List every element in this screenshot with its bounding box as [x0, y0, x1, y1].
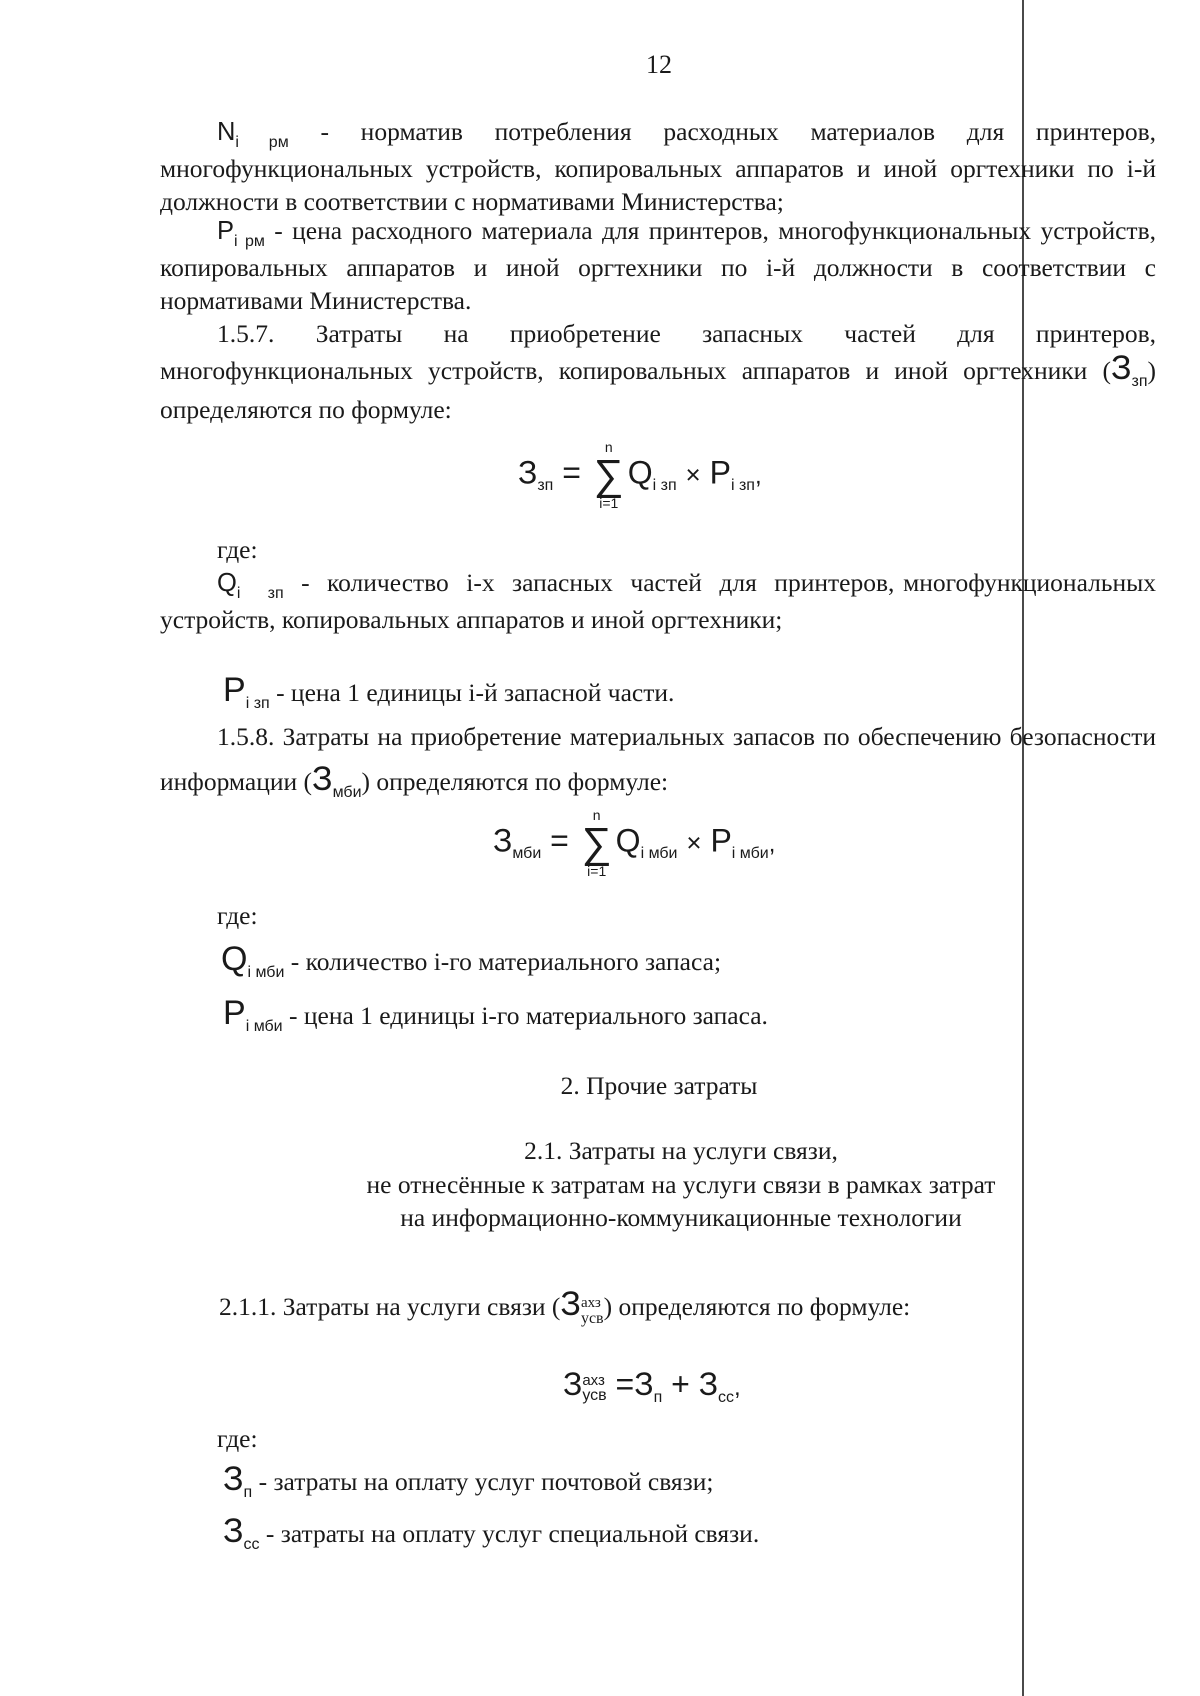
- formula-lhs-superscript: ахз: [582, 1372, 605, 1390]
- symbol-subscript: усв: [580, 1309, 604, 1327]
- formula-lhs: З: [493, 822, 513, 859]
- formula-lhs-subscript: зп: [537, 477, 554, 495]
- symbol-n: N: [217, 118, 236, 146]
- multiply-sign: ×: [685, 459, 701, 490]
- formula-lhs: З: [563, 1366, 583, 1402]
- equals-sign: =: [550, 822, 569, 859]
- formula-p: P: [709, 454, 731, 491]
- symbol-subscript: i мби: [247, 964, 285, 981]
- formula-tail: ,: [768, 830, 776, 858]
- definition-n-rm: [160, 115, 1156, 218]
- formula-q: Q: [615, 822, 641, 859]
- sigma-icon: ∑: [581, 819, 612, 866]
- formula-lhs-subscript: мби: [512, 845, 542, 863]
- definition-text: - затраты на оплату услуг специальной связи.: [259, 1519, 760, 1548]
- sum-lower-limit: i=1: [599, 495, 619, 511]
- formula-p-subscript: i зп: [730, 477, 755, 495]
- symbol-subscript: сс: [243, 1536, 260, 1553]
- definition-q-mbi: [221, 940, 722, 982]
- symbol-q: Q: [217, 569, 237, 597]
- formula-term-1-subscript: п: [653, 1389, 663, 1406]
- symbol-subscript: зп: [1131, 373, 1148, 390]
- paragraph-text: 1.5.8. Затраты на приобретение материальных запасов по обеспечению безопасности информации (: [160, 722, 1156, 796]
- symbol-subscript: i зп: [236, 585, 284, 602]
- definition-text: - затраты на оплату услуг почтовой связи;: [252, 1467, 714, 1496]
- definition-q-zp: [160, 566, 1163, 636]
- paragraph-1-5-7: [160, 316, 1156, 427]
- formula-z-mbi: [493, 808, 775, 878]
- symbol-q: Q: [221, 940, 248, 978]
- subsection-heading-line1: 2.1. Затраты на услуги связи,: [524, 1136, 838, 1165]
- definition-z-ss: [223, 1512, 760, 1554]
- subsection-heading-line2: не отнесённые к затратам на услуги связи в рамках затрат: [366, 1170, 996, 1199]
- symbol-subscript: i зп: [245, 695, 270, 712]
- symbol-z: З: [223, 1460, 244, 1498]
- symbol-z: З: [1110, 349, 1132, 387]
- sigma-icon: ∑: [593, 451, 624, 498]
- paragraph-text: ) определяются по формуле:: [361, 767, 669, 796]
- symbol-p: P: [223, 994, 246, 1032]
- sum-upper-limit: n: [592, 807, 601, 823]
- formula-tail: ,: [734, 1374, 741, 1401]
- formula-term-2-subscript: сс: [718, 1389, 735, 1406]
- sum-operator: [582, 808, 612, 878]
- formula-tail: ,: [754, 462, 762, 490]
- formula-z-zp: [518, 440, 762, 510]
- formula-p: P: [710, 822, 732, 859]
- symbol-subscript: i рм: [235, 134, 289, 151]
- equals-sign: =: [615, 1366, 635, 1402]
- definition-text: - количество i-х запасных частей для принтеров, многофункциональных устройств, копировальных аппаратов и иной оргтехники;: [160, 568, 1163, 634]
- definition-text: - цена 1 единицы i-го материального запаса.: [282, 1001, 768, 1030]
- where-label: где:: [217, 1424, 258, 1453]
- symbol-z: З: [223, 1512, 244, 1550]
- definition-p-mbi: [223, 994, 768, 1036]
- formula-term-2: З: [698, 1366, 719, 1402]
- paragraph-text: ) определяются по формуле:: [160, 356, 1156, 424]
- paragraph-text: ) определяются по формуле:: [603, 1292, 911, 1321]
- subsection-heading-line3: на информационно-коммуникационные технологии: [400, 1203, 962, 1232]
- paragraph-2-1-1: [219, 1285, 911, 1327]
- sum-lower-limit: i=1: [587, 863, 607, 879]
- formula-z-usv: [563, 1366, 741, 1406]
- definition-p-rm: [160, 214, 1156, 317]
- formula-term-1: З: [634, 1366, 654, 1402]
- formula-lhs-subscript: усв: [582, 1387, 607, 1405]
- section-heading: 2. Прочие затраты: [560, 1071, 758, 1100]
- formula-q-subscript: i мби: [640, 845, 678, 863]
- formula-p-subscript: i мби: [731, 845, 769, 863]
- sum-upper-limit: n: [604, 439, 613, 455]
- formula-q-subscript: i зп: [652, 477, 677, 495]
- definition-text: - цена 1 единицы i-й запасной части.: [269, 678, 675, 707]
- symbol-superscript: ахз: [580, 1294, 601, 1311]
- symbol-subscript: i мби: [245, 1018, 283, 1035]
- formula-lhs-scripts: [582, 1373, 606, 1404]
- symbol-scripts: [581, 1296, 604, 1327]
- equals-sign: =: [562, 454, 581, 491]
- plus-sign: +: [671, 1366, 690, 1402]
- symbol-p: P: [223, 671, 246, 709]
- sum-operator: [594, 440, 624, 510]
- where-label: где:: [217, 901, 258, 930]
- symbol-p: P: [217, 217, 235, 245]
- symbol-subscript: п: [243, 1484, 253, 1501]
- formula-lhs: З: [518, 454, 538, 491]
- where-label: где:: [217, 535, 258, 564]
- definition-text: - количество i-го материального запаса;: [284, 947, 722, 976]
- paragraph-text: 2.1.1. Затраты на услуги связи (: [219, 1292, 561, 1321]
- paragraph-1-5-8: [160, 716, 1156, 807]
- page-number: 12: [646, 50, 672, 79]
- formula-q: Q: [627, 454, 653, 491]
- definition-p-zp: [223, 671, 675, 713]
- definition-z-p: [223, 1460, 714, 1502]
- symbol-subscript: мби: [332, 784, 362, 801]
- definition-text: - цена расходного материала для принтеров, многофункциональных устройств, копировальных аппаратов и иной оргтехники по i-й должности в соответствии с нормативами Министерства.: [160, 216, 1156, 315]
- paragraph-text: 1.5.7. Затраты на приобретение запасных частей для принтеров, многофункциональных устройств, копировальных аппаратов и иной оргтехники (: [160, 319, 1156, 385]
- symbol-subscript: i рм: [234, 233, 265, 250]
- symbol-z: З: [312, 760, 333, 798]
- definition-text: - норматив потребления расходных материалов для принтеров, многофункциональных устройств, копировальных аппаратов и иной оргтехники по i-й должности в соответствии с нормативами Министерства;: [160, 117, 1156, 216]
- symbol-z: З: [560, 1285, 581, 1323]
- multiply-sign: ×: [686, 827, 702, 858]
